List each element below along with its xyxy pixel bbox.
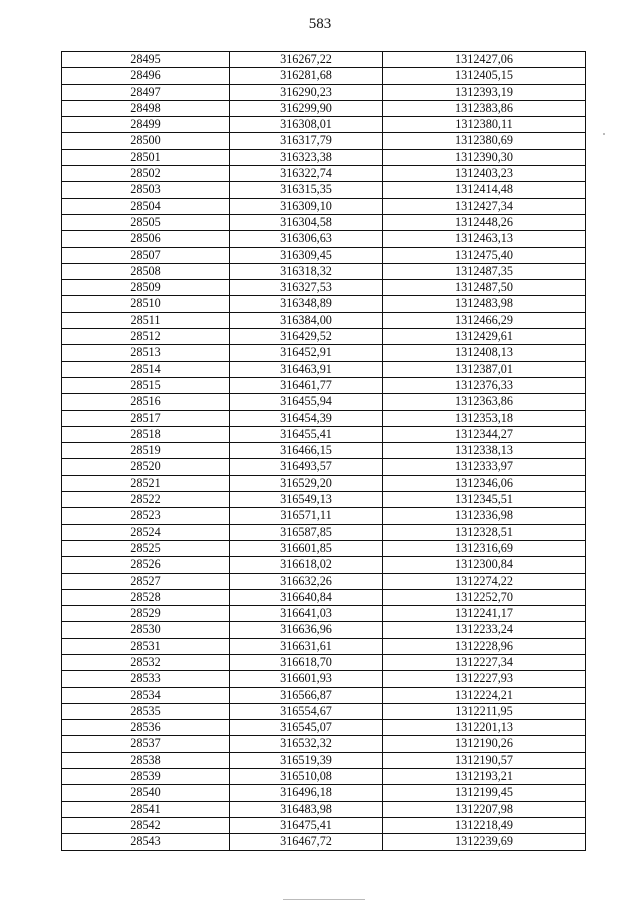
y-coordinate-cell: 1312193,21 xyxy=(383,769,586,785)
x-coordinate-cell: 316601,93 xyxy=(230,671,383,687)
table-row xyxy=(62,736,586,752)
y-coordinate-cell: 1312333,97 xyxy=(383,459,586,475)
point-number-cell: 28528 xyxy=(62,589,230,605)
point-number-cell: 28543 xyxy=(62,834,230,850)
point-number-cell: 28527 xyxy=(62,573,230,589)
x-coordinate-cell: 316466,15 xyxy=(230,443,383,459)
table-row xyxy=(62,247,586,263)
table-row xyxy=(62,703,586,719)
x-coordinate-cell: 316475,41 xyxy=(230,817,383,833)
y-coordinate-cell: 1312252,70 xyxy=(383,589,586,605)
x-coordinate-cell: 316601,85 xyxy=(230,540,383,556)
point-number-cell: 28497 xyxy=(62,84,230,100)
point-number-cell: 28511 xyxy=(62,312,230,328)
x-coordinate-cell: 316566,87 xyxy=(230,687,383,703)
table-row xyxy=(62,589,586,605)
table-row xyxy=(62,573,586,589)
table-row xyxy=(62,459,586,475)
point-number-cell: 28525 xyxy=(62,540,230,556)
table-row xyxy=(62,394,586,410)
point-number-cell: 28501 xyxy=(62,149,230,165)
y-coordinate-cell: 1312393,19 xyxy=(383,84,586,100)
point-number-cell: 28534 xyxy=(62,687,230,703)
point-number-cell: 28517 xyxy=(62,410,230,426)
x-coordinate-cell: 316429,52 xyxy=(230,329,383,345)
y-coordinate-cell: 1312233,24 xyxy=(383,622,586,638)
table-row xyxy=(62,557,586,573)
point-number-cell: 28515 xyxy=(62,377,230,393)
table-row xyxy=(62,133,586,149)
x-coordinate-cell: 316323,38 xyxy=(230,149,383,165)
point-number-cell: 28504 xyxy=(62,198,230,214)
point-number-cell: 28499 xyxy=(62,117,230,133)
x-coordinate-cell: 316618,70 xyxy=(230,654,383,670)
y-coordinate-cell: 1312427,34 xyxy=(383,198,586,214)
x-coordinate-cell: 316640,84 xyxy=(230,589,383,605)
point-number-cell: 28509 xyxy=(62,280,230,296)
y-coordinate-cell: 1312345,51 xyxy=(383,492,586,508)
table-row xyxy=(62,296,586,312)
table-row xyxy=(62,785,586,801)
table-row xyxy=(62,752,586,768)
y-coordinate-cell: 1312387,01 xyxy=(383,361,586,377)
point-number-cell: 28536 xyxy=(62,720,230,736)
point-number-cell: 28524 xyxy=(62,524,230,540)
y-coordinate-cell: 1312227,34 xyxy=(383,654,586,670)
x-coordinate-cell: 316327,53 xyxy=(230,280,383,296)
table-row xyxy=(62,100,586,116)
point-number-cell: 28503 xyxy=(62,182,230,198)
y-coordinate-cell: 1312190,26 xyxy=(383,736,586,752)
y-coordinate-cell: 1312316,69 xyxy=(383,540,586,556)
table-row xyxy=(62,817,586,833)
table-row xyxy=(62,638,586,654)
y-coordinate-cell: 1312201,13 xyxy=(383,720,586,736)
y-coordinate-cell: 1312207,98 xyxy=(383,801,586,817)
x-coordinate-cell: 316461,77 xyxy=(230,377,383,393)
y-coordinate-cell: 1312487,50 xyxy=(383,280,586,296)
y-coordinate-cell: 1312414,48 xyxy=(383,182,586,198)
x-coordinate-cell: 316317,79 xyxy=(230,133,383,149)
table-row xyxy=(62,117,586,133)
point-number-cell: 28519 xyxy=(62,443,230,459)
table-row xyxy=(62,263,586,279)
point-number-cell: 28518 xyxy=(62,426,230,442)
x-coordinate-cell: 316529,20 xyxy=(230,475,383,491)
point-number-cell: 28523 xyxy=(62,508,230,524)
x-coordinate-cell: 316641,03 xyxy=(230,606,383,622)
point-number-cell: 28538 xyxy=(62,752,230,768)
point-number-cell: 28498 xyxy=(62,100,230,116)
x-coordinate-cell: 316549,13 xyxy=(230,492,383,508)
y-coordinate-cell: 1312380,11 xyxy=(383,117,586,133)
point-number-cell: 28542 xyxy=(62,817,230,833)
y-coordinate-cell: 1312346,06 xyxy=(383,475,586,491)
table-row xyxy=(62,214,586,230)
y-coordinate-cell: 1312487,35 xyxy=(383,263,586,279)
table-row xyxy=(62,834,586,850)
table-row xyxy=(62,801,586,817)
table-row xyxy=(62,443,586,459)
x-coordinate-cell: 316281,68 xyxy=(230,68,383,84)
y-coordinate-cell: 1312336,98 xyxy=(383,508,586,524)
point-number-cell: 28520 xyxy=(62,459,230,475)
table-row xyxy=(62,312,586,328)
x-coordinate-cell: 316308,01 xyxy=(230,117,383,133)
y-coordinate-cell: 1312274,22 xyxy=(383,573,586,589)
table-row xyxy=(62,377,586,393)
table-row xyxy=(62,475,586,491)
point-number-cell: 28505 xyxy=(62,214,230,230)
y-coordinate-cell: 1312466,29 xyxy=(383,312,586,328)
scan-line xyxy=(283,899,365,900)
y-coordinate-cell: 1312224,21 xyxy=(383,687,586,703)
x-coordinate-cell: 316587,85 xyxy=(230,524,383,540)
y-coordinate-cell: 1312427,06 xyxy=(383,52,586,68)
x-coordinate-cell: 316519,39 xyxy=(230,752,383,768)
x-coordinate-cell: 316571,11 xyxy=(230,508,383,524)
x-coordinate-cell: 316348,89 xyxy=(230,296,383,312)
table-row xyxy=(62,149,586,165)
point-number-cell: 28537 xyxy=(62,736,230,752)
table-row xyxy=(62,720,586,736)
x-coordinate-cell: 316384,00 xyxy=(230,312,383,328)
point-number-cell: 28500 xyxy=(62,133,230,149)
x-coordinate-cell: 316618,02 xyxy=(230,557,383,573)
y-coordinate-cell: 1312408,13 xyxy=(383,345,586,361)
table-row xyxy=(62,361,586,377)
point-number-cell: 28541 xyxy=(62,801,230,817)
y-coordinate-cell: 1312448,26 xyxy=(383,214,586,230)
x-coordinate-cell: 316454,39 xyxy=(230,410,383,426)
y-coordinate-cell: 1312218,49 xyxy=(383,817,586,833)
point-number-cell: 28506 xyxy=(62,231,230,247)
table-row xyxy=(62,182,586,198)
table-row xyxy=(62,198,586,214)
y-coordinate-cell: 1312463,13 xyxy=(383,231,586,247)
y-coordinate-cell: 1312363,86 xyxy=(383,394,586,410)
y-coordinate-cell: 1312300,84 xyxy=(383,557,586,573)
point-number-cell: 28540 xyxy=(62,785,230,801)
table-row xyxy=(62,68,586,84)
table-row xyxy=(62,52,586,68)
table-row xyxy=(62,508,586,524)
y-coordinate-cell: 1312211,95 xyxy=(383,703,586,719)
y-coordinate-cell: 1312475,40 xyxy=(383,247,586,263)
y-coordinate-cell: 1312344,27 xyxy=(383,426,586,442)
x-coordinate-cell: 316309,45 xyxy=(230,247,383,263)
table-row xyxy=(62,606,586,622)
y-coordinate-cell: 1312390,30 xyxy=(383,149,586,165)
point-number-cell: 28526 xyxy=(62,557,230,573)
table-row xyxy=(62,84,586,100)
point-number-cell: 28532 xyxy=(62,654,230,670)
table-row xyxy=(62,654,586,670)
x-coordinate-cell: 316510,08 xyxy=(230,769,383,785)
x-coordinate-cell: 316290,23 xyxy=(230,84,383,100)
y-coordinate-cell: 1312405,15 xyxy=(383,68,586,84)
table-row xyxy=(62,671,586,687)
y-coordinate-cell: 1312239,69 xyxy=(383,834,586,850)
point-number-cell: 28513 xyxy=(62,345,230,361)
x-coordinate-cell: 316631,61 xyxy=(230,638,383,654)
coordinates-table xyxy=(61,51,586,851)
y-coordinate-cell: 1312403,23 xyxy=(383,166,586,182)
point-number-cell: 28535 xyxy=(62,703,230,719)
x-coordinate-cell: 316463,91 xyxy=(230,361,383,377)
table-row xyxy=(62,622,586,638)
point-number-cell: 28502 xyxy=(62,166,230,182)
table-row xyxy=(62,540,586,556)
y-coordinate-cell: 1312227,93 xyxy=(383,671,586,687)
y-coordinate-cell: 1312328,51 xyxy=(383,524,586,540)
x-coordinate-cell: 316455,41 xyxy=(230,426,383,442)
point-number-cell: 28508 xyxy=(62,263,230,279)
point-number-cell: 28531 xyxy=(62,638,230,654)
table-row xyxy=(62,280,586,296)
x-coordinate-cell: 316267,22 xyxy=(230,52,383,68)
point-number-cell: 28512 xyxy=(62,329,230,345)
y-coordinate-cell: 1312383,86 xyxy=(383,100,586,116)
x-coordinate-cell: 316318,32 xyxy=(230,263,383,279)
x-coordinate-cell: 316299,90 xyxy=(230,100,383,116)
y-coordinate-cell: 1312483,98 xyxy=(383,296,586,312)
point-number-cell: 28539 xyxy=(62,769,230,785)
coordinates-table-body xyxy=(62,52,586,851)
x-coordinate-cell: 316545,07 xyxy=(230,720,383,736)
point-number-cell: 28507 xyxy=(62,247,230,263)
point-number-cell: 28533 xyxy=(62,671,230,687)
table-row xyxy=(62,524,586,540)
table-row xyxy=(62,166,586,182)
point-number-cell: 28529 xyxy=(62,606,230,622)
page-number: 583 xyxy=(308,16,332,32)
y-coordinate-cell: 1312199,45 xyxy=(383,785,586,801)
point-number-cell: 28516 xyxy=(62,394,230,410)
point-number-cell: 28522 xyxy=(62,492,230,508)
x-coordinate-cell: 316636,96 xyxy=(230,622,383,638)
x-coordinate-cell: 316309,10 xyxy=(230,198,383,214)
x-coordinate-cell: 316483,98 xyxy=(230,801,383,817)
x-coordinate-cell: 316632,26 xyxy=(230,573,383,589)
x-coordinate-cell: 316306,63 xyxy=(230,231,383,247)
table-row xyxy=(62,329,586,345)
table-row xyxy=(62,345,586,361)
table-row xyxy=(62,769,586,785)
y-coordinate-cell: 1312380,69 xyxy=(383,133,586,149)
x-coordinate-cell: 316452,91 xyxy=(230,345,383,361)
x-coordinate-cell: 316455,94 xyxy=(230,394,383,410)
point-number-cell: 28510 xyxy=(62,296,230,312)
x-coordinate-cell: 316493,57 xyxy=(230,459,383,475)
x-coordinate-cell: 316496,18 xyxy=(230,785,383,801)
point-number-cell: 28521 xyxy=(62,475,230,491)
table-row xyxy=(62,687,586,703)
y-coordinate-cell: 1312338,13 xyxy=(383,443,586,459)
x-coordinate-cell: 316467,72 xyxy=(230,834,383,850)
y-coordinate-cell: 1312353,18 xyxy=(383,410,586,426)
x-coordinate-cell: 316322,74 xyxy=(230,166,383,182)
point-number-cell: 28514 xyxy=(62,361,230,377)
table-row xyxy=(62,410,586,426)
y-coordinate-cell: 1312429,61 xyxy=(383,329,586,345)
x-coordinate-cell: 316304,58 xyxy=(230,214,383,230)
point-number-cell: 28530 xyxy=(62,622,230,638)
y-coordinate-cell: 1312228,96 xyxy=(383,638,586,654)
table-row xyxy=(62,426,586,442)
y-coordinate-cell: 1312190,57 xyxy=(383,752,586,768)
point-number-cell: 28496 xyxy=(62,68,230,84)
x-coordinate-cell: 316532,32 xyxy=(230,736,383,752)
table-row xyxy=(62,492,586,508)
x-coordinate-cell: 316315,35 xyxy=(230,182,383,198)
scan-dot xyxy=(603,133,605,135)
y-coordinate-cell: 1312376,33 xyxy=(383,377,586,393)
table-row xyxy=(62,231,586,247)
x-coordinate-cell: 316554,67 xyxy=(230,703,383,719)
point-number-cell: 28495 xyxy=(62,52,230,68)
y-coordinate-cell: 1312241,17 xyxy=(383,606,586,622)
